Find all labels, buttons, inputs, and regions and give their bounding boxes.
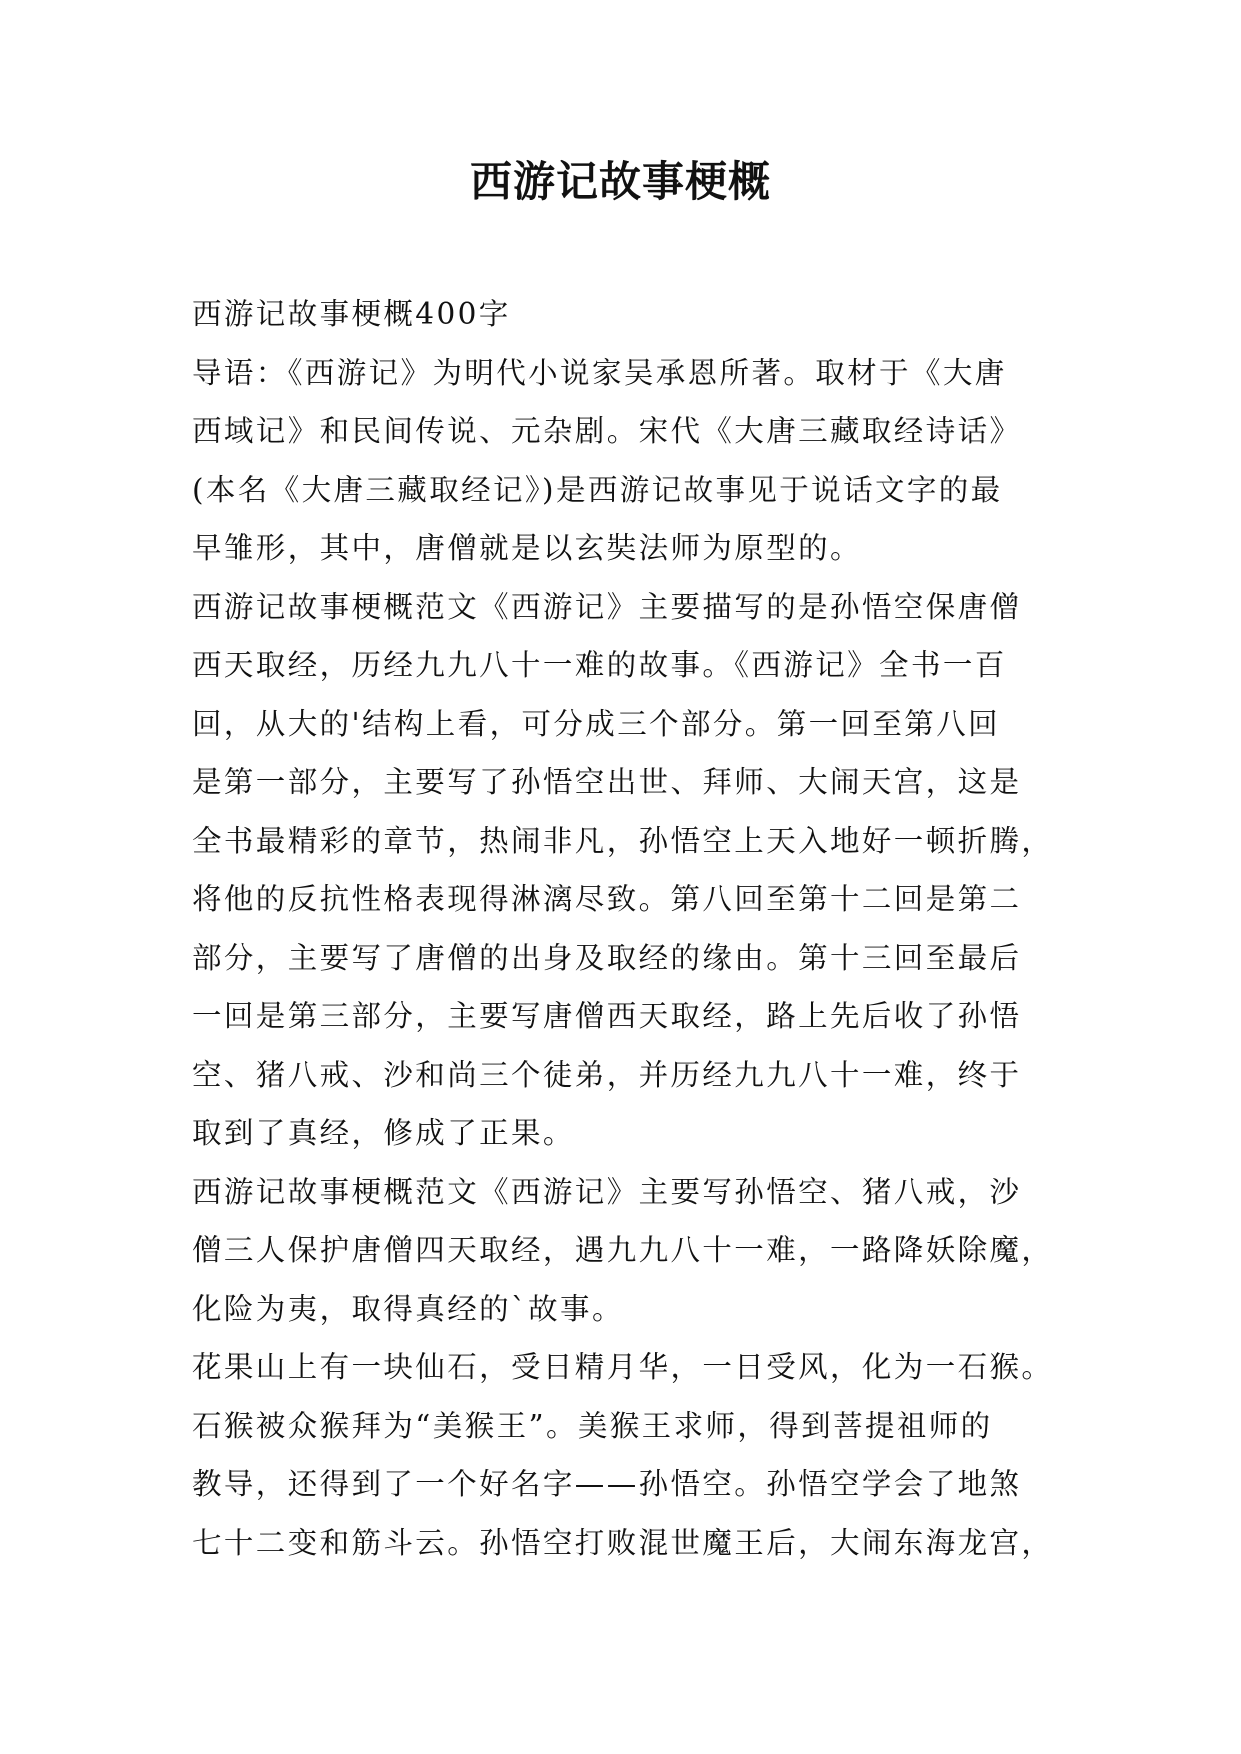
body-line: 西域记》和民间传说、元杂剧。宋代《大唐三藏取经诗话》 [192, 414, 1022, 448]
body-line: 西游记故事梗概400字 [192, 297, 511, 331]
body-line: 教导，还得到了一个好名字——孙悟空。孙悟空学会了地煞 [192, 1467, 1022, 1501]
body-line: 化险为夷，取得真经的`故事。 [192, 1291, 624, 1326]
document-body [192, 285, 1072, 1572]
body-line: 僧三人保护唐僧四天取经，遇九九八十一难，一路降妖除魔， [192, 1233, 1054, 1267]
body-line: 花果山上有一块仙石，受日精月华，一日受风，化为一石猴。 [192, 1350, 1054, 1384]
body-line: 七十二变和筋斗云。孙悟空打败混世魔王后，大闹东海龙宫， [192, 1525, 1054, 1560]
body-line: 是第一部分，主要写了孙悟空出世、拜师、大闹天宫，这是 [192, 765, 1022, 799]
body-line: 导语：《西游记》为明代小说家吴承恩所著。取材于《大唐 [192, 355, 1007, 390]
body-line: 取到了真经，修成了正果。 [192, 1116, 575, 1150]
body-line: 西游记故事梗概范文《西游记》主要写孙悟空、猪八戒，沙 [192, 1174, 1022, 1209]
body-line: 西游记故事梗概范文《西游记》主要描写的是孙悟空保唐僧 [192, 589, 1022, 624]
body-line: 一回是第三部分，主要写唐僧西天取经，路上先后收了孙悟 [192, 999, 1022, 1033]
body-line: 早雏形，其中，唐僧就是以玄奘法师为原型的。 [192, 531, 862, 565]
body-line: 将他的反抗性格表现得淋漓尽致。第八回至第十二回是第二 [192, 882, 1022, 916]
body-line: 部分，主要写了唐僧的出身及取经的缘由。第十三回至最后 [192, 940, 1022, 975]
body-line: 空、猪八戒、沙和尚三个徒弟，并历经九九八十一难，终于 [192, 1057, 1022, 1092]
body-line: 西天取经，历经九九八十一难的故事。《西游记》全书一百 [192, 648, 1007, 682]
body-line: 全书最精彩的章节，热闹非凡，孙悟空上天入地好一顿折腾， [192, 823, 1054, 858]
document-title: 西游记故事梗概 [469, 157, 771, 206]
body-line: 石猴被众猴拜为“美猴王”。美猴王求师，得到菩提祖师的 [192, 1408, 993, 1443]
body-line: (本名《大唐三藏取经记》)是西游记故事见于说话文字的最 [192, 472, 1003, 507]
body-line: 回，从大的'结构上看，可分成三个部分。第一回至第八回 [192, 706, 1001, 741]
